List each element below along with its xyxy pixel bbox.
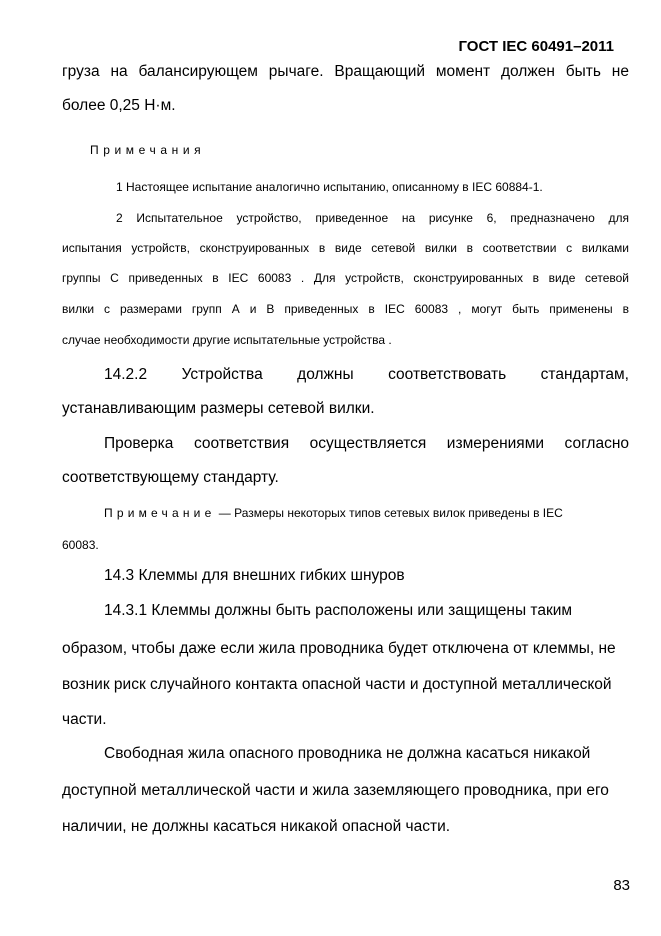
- note-2-line: случае необходимости другие испытательные устройства .: [62, 333, 392, 347]
- check-paragraph-line: Проверка соответствия осуществляется измерениями согласно: [104, 435, 629, 452]
- note-3-line: 60083.: [62, 538, 99, 552]
- free-conductor-line: доступной металлической части и жила заземляющего проводника, при его: [62, 782, 609, 799]
- section-14-2-2-line: 14.2.2 Устройства должны соответствовать стандартам,: [104, 366, 629, 383]
- note-1: 1 Настоящее испытание аналогично испытанию, описанному в IEC 60884-1.: [116, 180, 543, 194]
- note-2-line: вилки с размерами групп А и В приведенных в IEC 60083 , могут быть применены в: [62, 302, 629, 316]
- free-conductor-line: Свободная жила опасного проводника не должна касаться никакой: [104, 745, 591, 762]
- note-2-line: 2 Испытательное устройство, приведенное на рисунке 6, предназначено для: [116, 211, 629, 225]
- section-14-3-title: 14.3 Клеммы для внешних гибких шнуров: [104, 567, 405, 584]
- section-14-3-1-line: 14.3.1 Клеммы должны быть расположены или защищены таким: [104, 602, 573, 619]
- check-paragraph-line: соответствующему стандарту.: [62, 469, 279, 486]
- section-14-3-1-line: части.: [62, 711, 107, 728]
- section-14-2-2-line: устанавливающим размеры сетевой вилки.: [62, 400, 375, 417]
- paragraph-line: груза на балансирующем рычаге. Вращающий момент должен быть не: [62, 63, 629, 80]
- paragraph-line: более 0,25 Н·м.: [62, 97, 176, 114]
- note-2-line: испытания устройств, сконструированных в виде сетевой вилки в соответствии с вилками: [62, 241, 629, 255]
- document-header: ГОСТ IEC 60491–2011: [458, 38, 614, 55]
- note-3-text: — Размеры некоторых типов сетевых вилок приведены в IEC: [215, 506, 563, 520]
- free-conductor-line: наличии, не должны касаться никакой опасной части.: [62, 818, 451, 835]
- note-3-label: Примечание: [104, 506, 216, 520]
- page-number: 83: [613, 877, 630, 894]
- note-2-line: группы С приведенных в IEC 60083 . Для устройств, сконструированных в виде сетевой: [62, 271, 629, 285]
- section-14-3-1-line: образом, чтобы даже если жила проводника будет отключена от клеммы, не: [62, 640, 616, 657]
- note-3: [104, 506, 563, 520]
- notes-title: Примечания: [90, 143, 206, 157]
- section-14-3-1-line: возник риск случайного контакта опасной части и доступной металлической: [62, 676, 612, 693]
